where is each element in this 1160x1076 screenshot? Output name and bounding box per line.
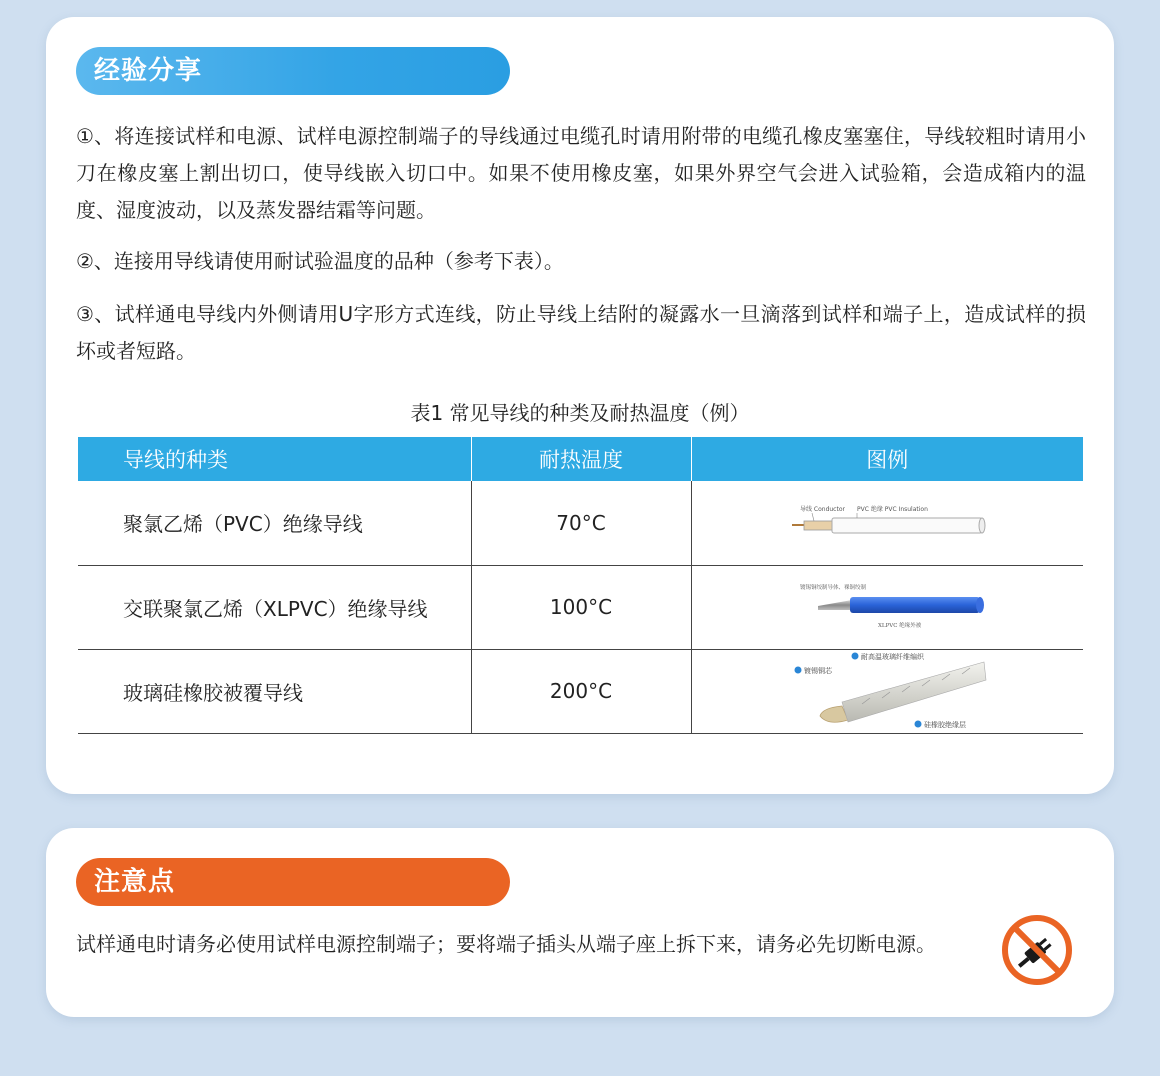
wire-type-cell: 玻璃硅橡胶被覆导线	[78, 649, 471, 733]
silicone-label-braid: 耐高温玻璃纤维编织	[860, 652, 924, 661]
wire-type-cell: 聚氯乙烯（PVC）绝缘导线	[78, 481, 471, 565]
silicone-label-insulation: 硅橡胶绝缘层	[923, 720, 966, 729]
experience-paragraph-2: ②、连接用导线请使用耐试验温度的品种（参考下表）。	[76, 249, 564, 273]
wire-type-cell: 交联聚氯乙烯（XLPVC）绝缘导线	[78, 565, 471, 649]
experience-card	[46, 17, 1114, 794]
silicone-wire-image	[692, 650, 1084, 734]
table-caption: 表1 常见导线的种类及耐热温度（例）	[410, 401, 750, 425]
notice-title: 注意点	[76, 858, 510, 906]
xlpvc-wire-image	[692, 566, 1084, 650]
notice-card	[46, 828, 1114, 1017]
experience-paragraph-3: ③、试样通电导线内外侧请用U字形方式连线，防止导线上结附的凝露水一旦滴落到试样和端子上，造成试样的损坏或者短路。	[76, 302, 1086, 363]
header-heat-temp: 耐热温度	[471, 437, 691, 481]
header-illustration: 图例	[691, 437, 1083, 481]
pvc-wire-image	[692, 481, 1084, 565]
table-row	[78, 649, 1083, 733]
no-plug-icon	[1001, 914, 1073, 986]
illustration-cell	[691, 649, 1083, 733]
heat-temp-cell: 200°C	[471, 649, 691, 733]
xlpvc-label-insulation: XLPVC 绝缘外被	[877, 622, 921, 629]
experience-paragraph-1: ①、将连接试样和电源、试样电源控制端子的导线通过电缆孔时请用附带的电缆孔橡皮塞塞住，导线较粗时请用小刀在橡皮塞上割出切口，使导线嵌入切口中。如果不使用橡皮塞，如果外界空气会进入试验箱，会造成箱内的温度、湿度波动，以及蒸发器结霜等问题。	[76, 124, 1086, 222]
heat-temp-cell: 100°C	[471, 565, 691, 649]
illustration-cell	[691, 565, 1083, 649]
experience-title: 经验分享	[76, 47, 510, 95]
table-row	[78, 481, 1083, 565]
wire-types-table	[78, 437, 1083, 734]
illustration-cell	[691, 481, 1083, 565]
table-header-row	[78, 437, 1083, 481]
xlpvc-label-conductor: 镀锡铜绞制导体、裸铜绞制	[799, 584, 866, 591]
table-row	[78, 565, 1083, 649]
header-wire-type: 导线的种类	[78, 437, 471, 481]
pvc-label-conductor: 导线 Conductor	[799, 506, 845, 513]
notice-text: 试样通电时请务必使用试样电源控制端子；要将端子插头从端子座上拆下来，请务必先切断电源。	[76, 932, 936, 956]
heat-temp-cell: 70°C	[471, 481, 691, 565]
silicone-label-core: 镀锡铜芯	[803, 666, 832, 675]
pvc-label-insulation: PVC 绝缘 PVC Insulation	[856, 506, 928, 513]
